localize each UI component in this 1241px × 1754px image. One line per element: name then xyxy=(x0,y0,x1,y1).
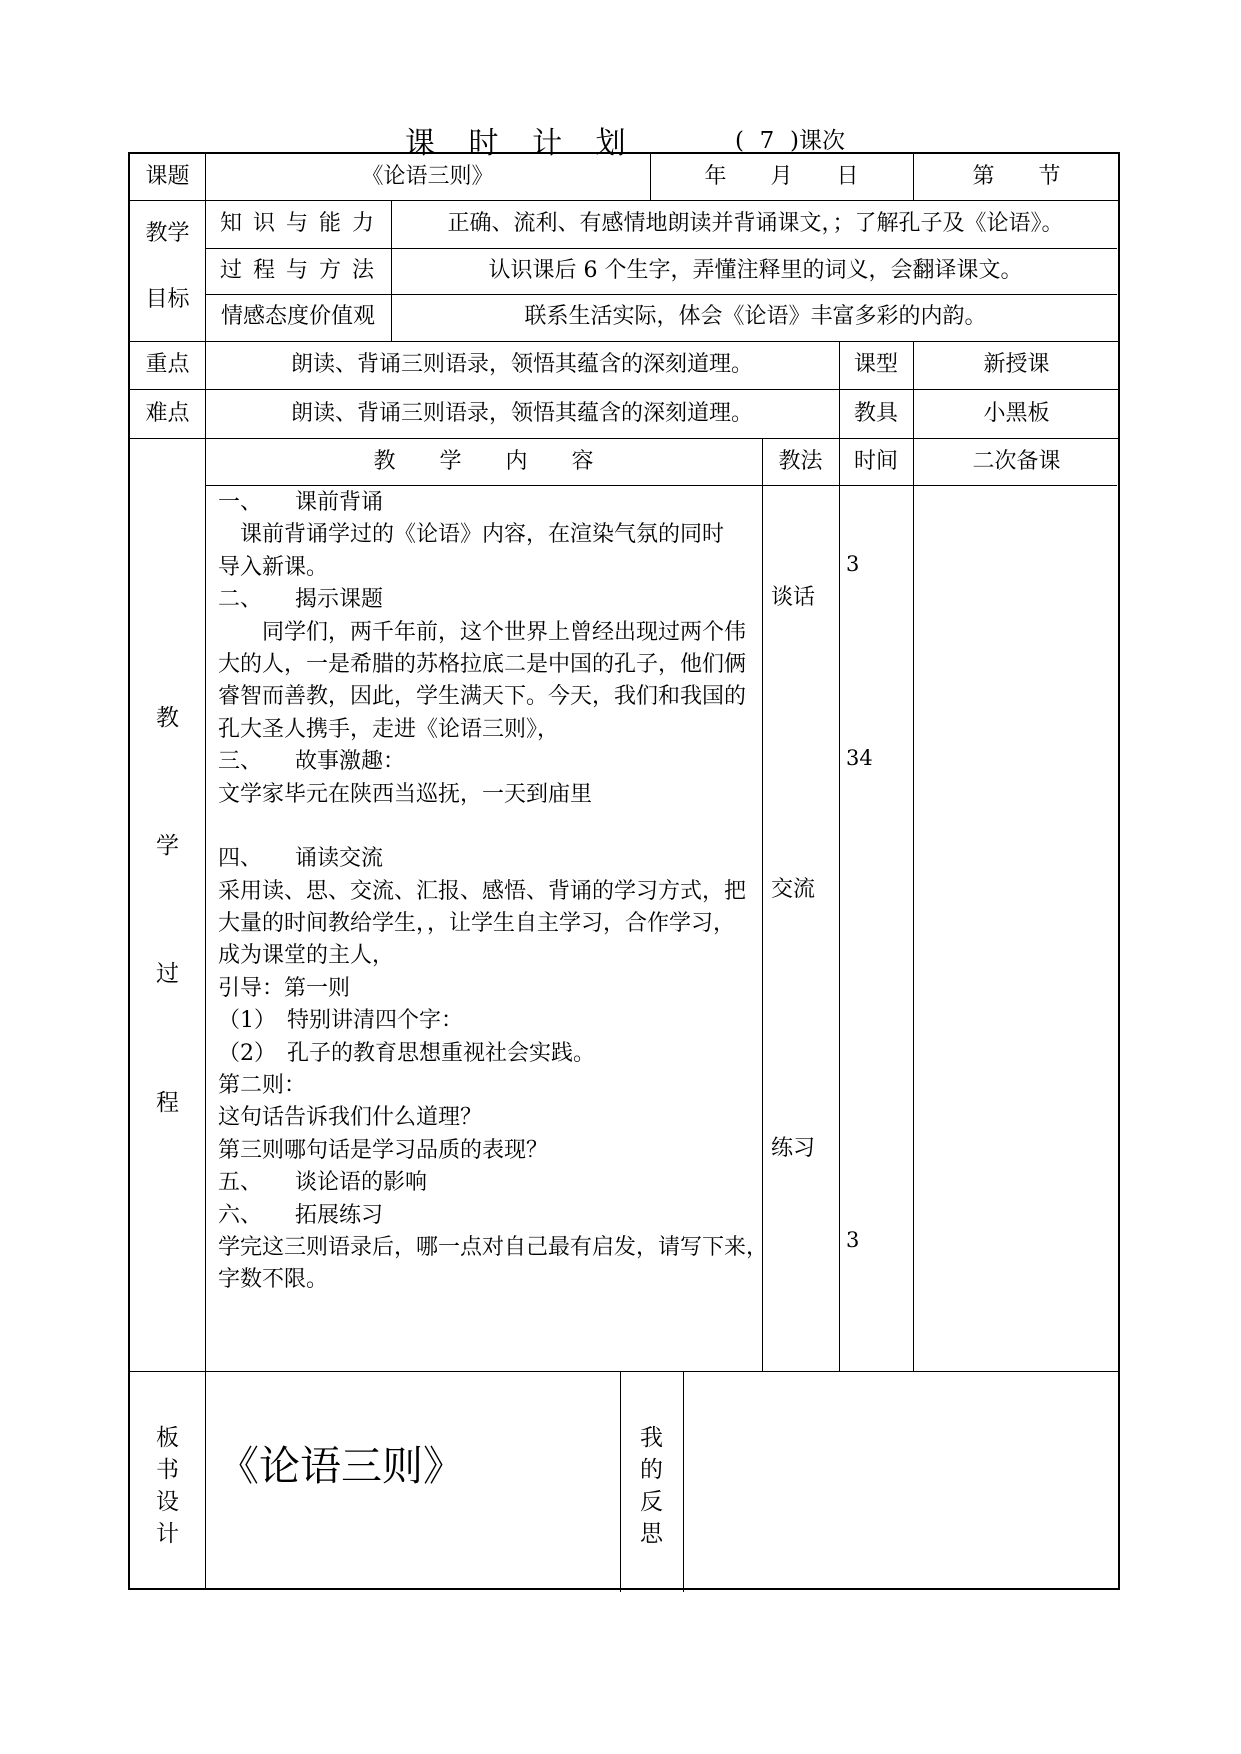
time-value: 34 xyxy=(846,746,873,770)
lesson-prefix: ( xyxy=(735,128,744,154)
objectives-label-bottom: 目标 xyxy=(145,287,190,312)
objectives-label xyxy=(130,201,205,342)
content-line: 学完这三则语录后，哪一点对自己最有启发，请写下来， xyxy=(218,1234,769,1260)
difficulty-value: 朗读、背诵三则语录，领悟其蕴含的深刻道理。 xyxy=(290,400,753,426)
content-line: 四、 诵读交流 xyxy=(218,846,384,872)
key-point-label: 重点 xyxy=(145,352,190,378)
board-label-char: 设 xyxy=(156,1489,179,1515)
time-header: 时间 xyxy=(853,449,898,475)
content-line: 字数不限。 xyxy=(218,1267,329,1293)
reflection-label-char: 思 xyxy=(640,1521,663,1547)
teaching-content xyxy=(218,487,769,1297)
method-header: 教法 xyxy=(778,449,823,475)
content-line: （2） 孔子的教育思想重视社会实践。 xyxy=(218,1040,595,1066)
lesson-type-label: 课型 xyxy=(853,352,898,378)
method-practice: 练习 xyxy=(771,1136,816,1161)
content-line: （1） 特别讲清四个字： xyxy=(218,1008,463,1034)
board-label-char: 板 xyxy=(156,1425,179,1451)
reflection-label-char: 的 xyxy=(640,1457,663,1483)
objective-value-process: 认识课后 6 个生字，弄懂注释里的词义，会翻译课文。 xyxy=(488,258,1023,284)
objective-value-attitude: 联系生活实际，体会《论语》丰富多彩的内韵。 xyxy=(524,304,987,330)
board-label-char: 计 xyxy=(156,1521,179,1547)
topic-value: 《论语三则》 xyxy=(361,164,494,190)
lesson-plan-table xyxy=(128,152,1120,1590)
content-header: 教 学 内 容 xyxy=(373,449,594,475)
content-line: 一、 课前背诵 xyxy=(218,490,384,515)
content-line: 睿智而善教，因此，学生满天下。今天，我们和我国的 xyxy=(218,684,747,710)
time-value: 3 xyxy=(846,1228,860,1252)
objectives-label-top: 教学 xyxy=(145,221,190,246)
lesson-count xyxy=(735,122,845,155)
col-divider xyxy=(913,342,914,1372)
col-divider xyxy=(683,1372,684,1592)
teaching-tools-value: 小黑板 xyxy=(983,400,1050,426)
process-label-char: 学 xyxy=(156,833,179,859)
page-title: 课 时 计 划 xyxy=(405,126,638,161)
lesson-number: 7 xyxy=(759,128,775,154)
board-content: 《论语三则》 xyxy=(218,1442,464,1490)
process-label-char: 程 xyxy=(156,1090,179,1116)
content-line: 这句话告诉我们什么道理？ xyxy=(218,1105,483,1131)
content-line: 第二则： xyxy=(218,1073,307,1099)
content-line: 同学们，两千年前，这个世界上曾经出现过两个伟 xyxy=(218,619,747,645)
objective-label-knowledge: 知 识 与 能 力 xyxy=(220,211,376,237)
content-line: 三、 故事激趣： xyxy=(218,749,406,775)
time-value: 3 xyxy=(846,552,860,576)
process-label-char: 教 xyxy=(156,705,179,731)
lesson-suffix: )课次 xyxy=(789,128,845,154)
second-prep-header: 二次备课 xyxy=(972,449,1061,475)
content-line: 六、 拓展练习 xyxy=(218,1202,384,1228)
key-point-value: 朗读、背诵三则语录，领悟其蕴含的深刻道理。 xyxy=(290,352,753,378)
objective-label-attitude: 情感态度价值观 xyxy=(220,304,375,330)
content-line: 大的人，一是希腊的苏格拉底二是中国的孔子，他们俩 xyxy=(218,651,747,677)
teaching-tools-label: 教具 xyxy=(853,400,898,426)
content-line: 引导：第一则 xyxy=(218,975,351,1001)
content-line xyxy=(218,811,758,843)
objective-label-process: 过 程 与 方 法 xyxy=(220,258,376,284)
method-talk: 谈话 xyxy=(771,585,816,610)
content-line: 二、 揭示课题 xyxy=(218,587,384,613)
row-divider xyxy=(130,1371,1118,1372)
col-divider xyxy=(839,439,840,1372)
process-label-char: 过 xyxy=(156,961,179,987)
board-label-char: 书 xyxy=(156,1457,179,1483)
content-line: 第三则哪句话是学习品质的表现？ xyxy=(218,1137,549,1163)
section-field: 第 节 xyxy=(972,164,1061,190)
topic-label: 课题 xyxy=(145,164,190,190)
content-line: 成为课堂的主人， xyxy=(218,943,395,969)
content-line: 大量的时间教给学生，，让学生自主学习，合作学习， xyxy=(218,911,736,937)
content-line: 孔大圣人携手，走进《论语三则》， xyxy=(218,716,560,742)
col-divider xyxy=(762,439,763,1372)
content-line: 五、 谈论语的影响 xyxy=(218,1170,428,1196)
content-line: 课前背诵学过的《论语》内容，在渲染气氛的同时 xyxy=(218,522,725,548)
method-exchange: 交流 xyxy=(771,877,816,902)
content-line: 导入新课。 xyxy=(218,554,329,580)
reflection-label-char: 反 xyxy=(640,1489,663,1515)
content-line: 采用读、思、交流、汇报、感悟、背诵的学习方式，把 xyxy=(218,878,747,904)
objective-value-knowledge: 正确、流利、有感情地朗读并背诵课文，；了解孔子及《论语》。 xyxy=(447,211,1064,237)
difficulty-label: 难点 xyxy=(145,400,190,426)
date-field: 年 月 日 xyxy=(704,164,859,190)
lesson-type-value: 新授课 xyxy=(983,352,1050,378)
reflection-label-char: 我 xyxy=(640,1425,663,1451)
content-line: 文学家毕元在陕西当巡抚，一天到庙里 xyxy=(218,781,593,807)
